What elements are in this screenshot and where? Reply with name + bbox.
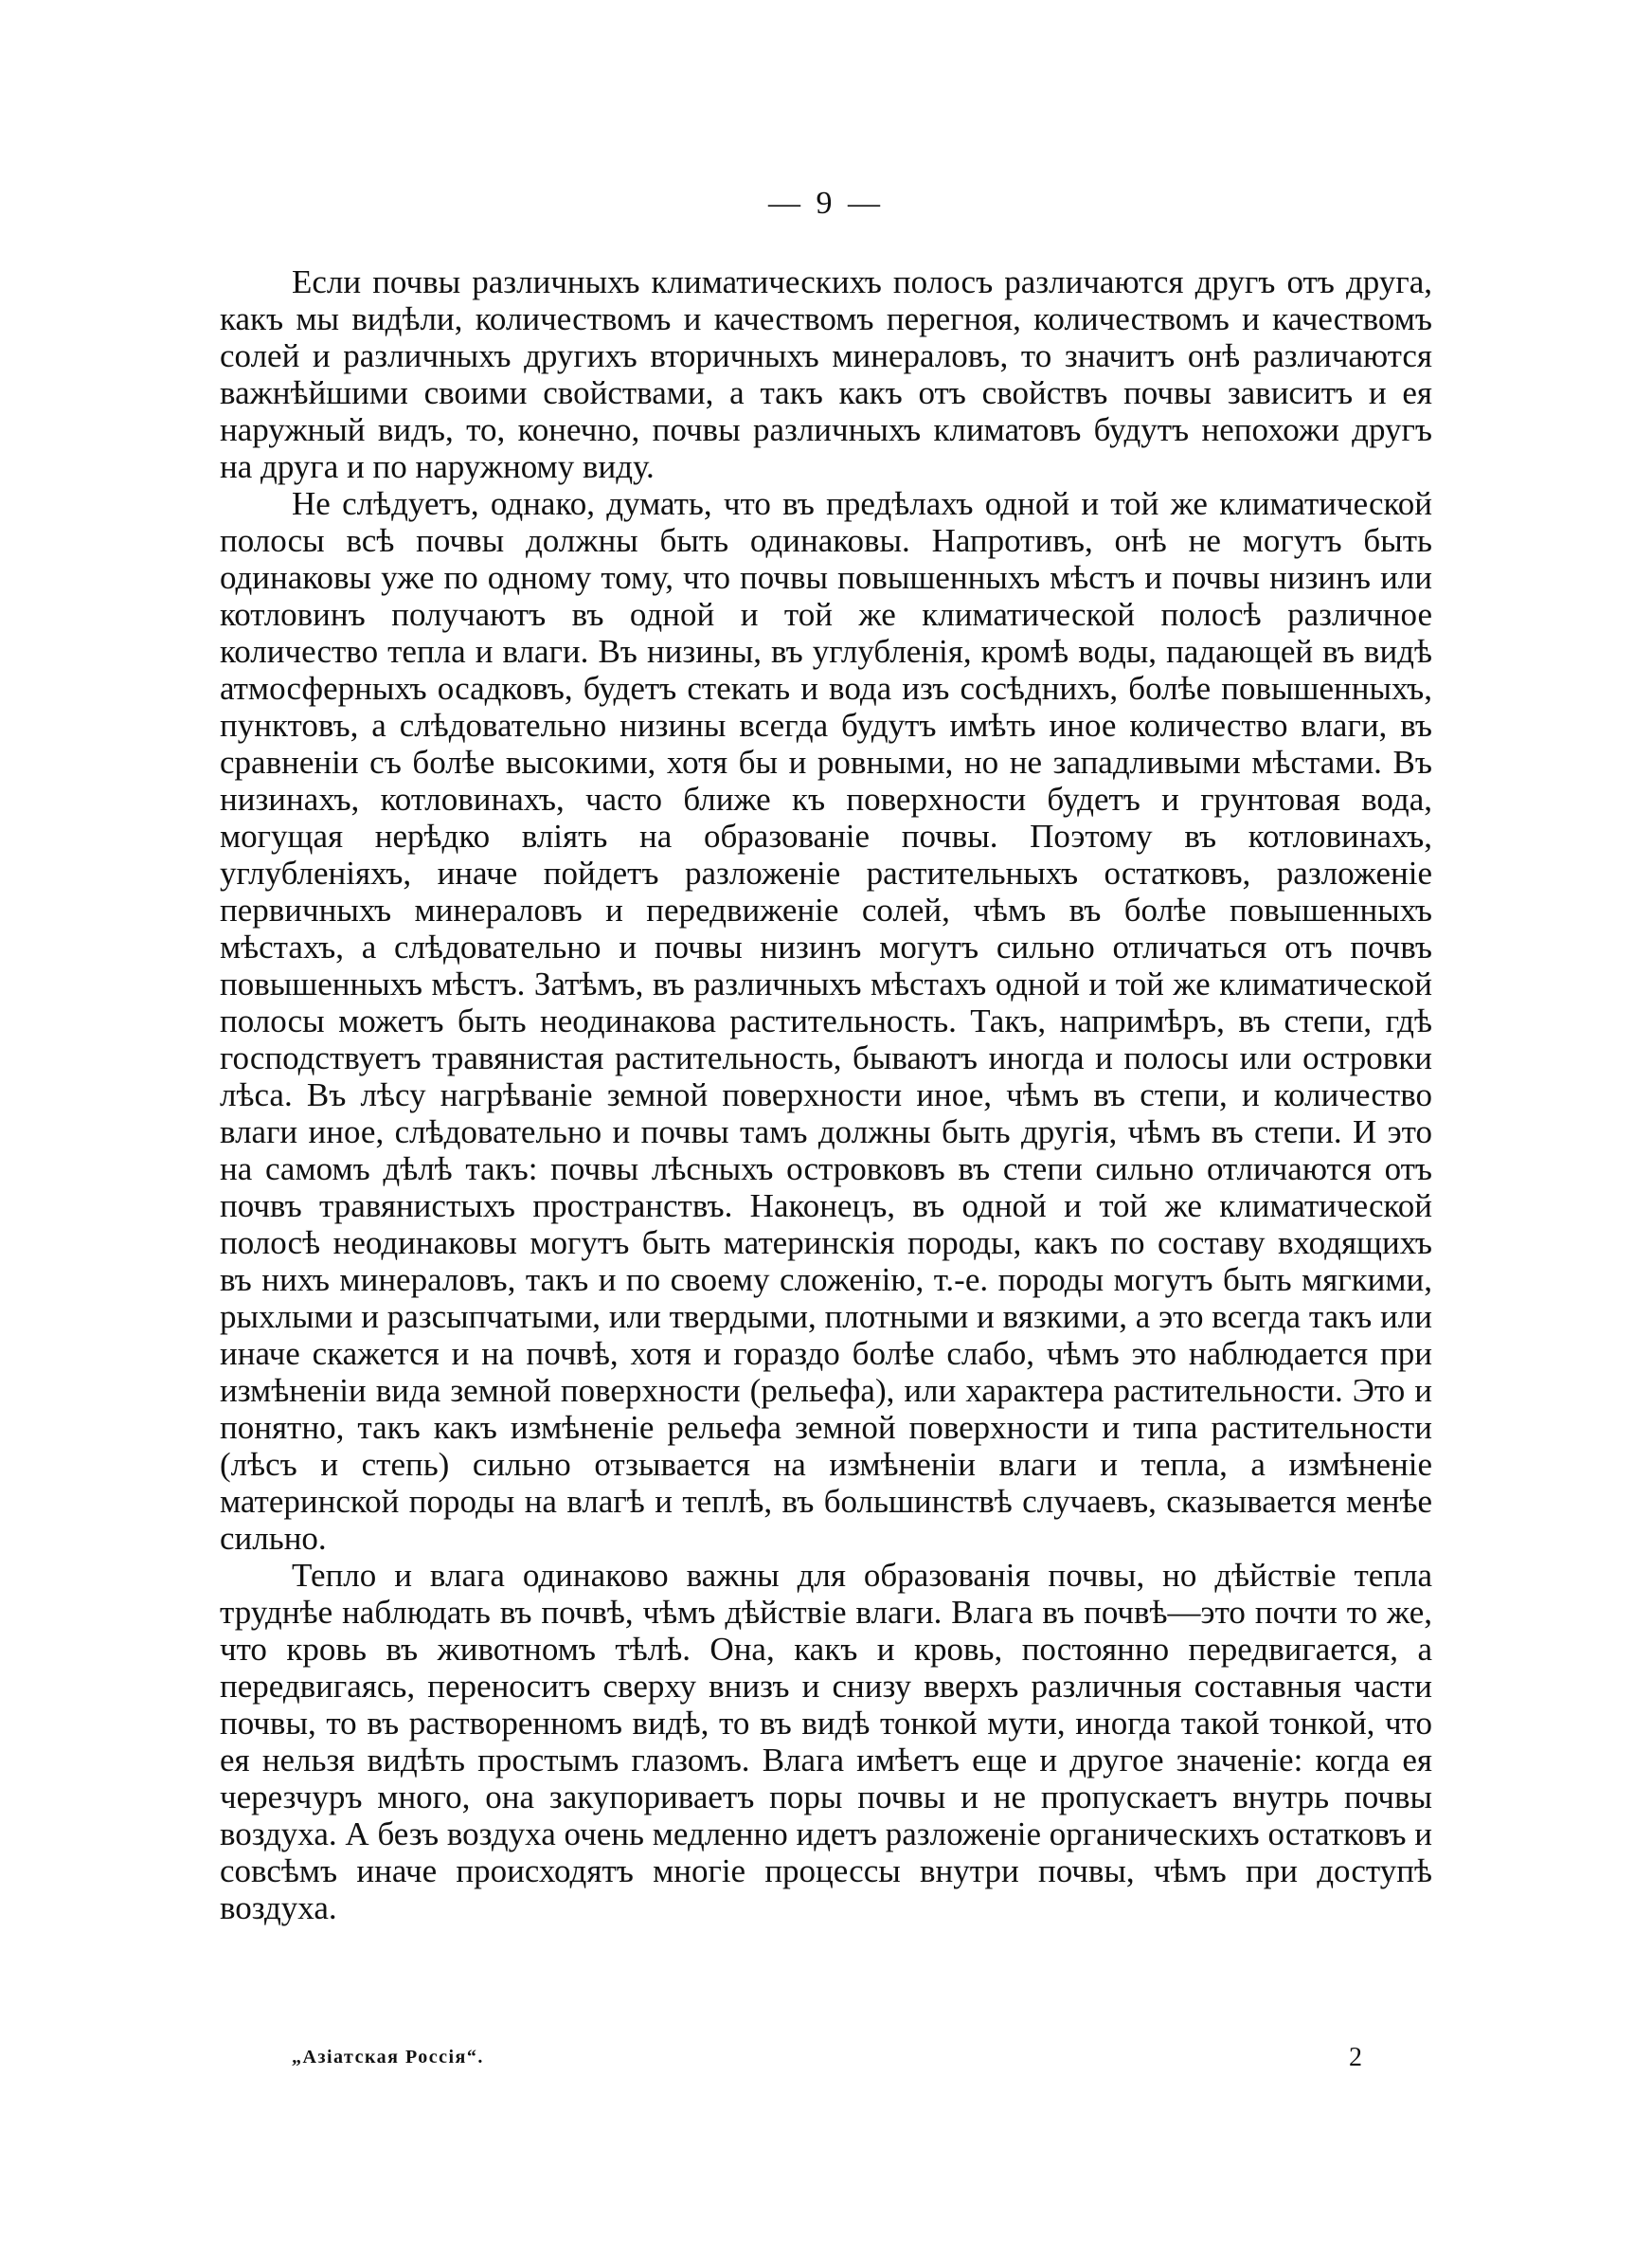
paragraph-1: Если почвы различныхъ климатическихъ полосъ различаются другъ отъ друга, какъ мы видѣли, количествомъ и качествомъ перегноя, количествомъ и качествомъ солей и различныхъ другихъ вторичныхъ минераловъ, то значитъ онѣ различаются важнѣйшими своими свойствами, а такъ какъ отъ свойствъ почвы зависитъ и ея наружный видъ, то, конечно, почвы различныхъ климатовъ будутъ непохожи другъ на друга и по наружному виду. bbox=[220, 263, 1432, 485]
book-title: „Азіатская Россія“. bbox=[292, 2047, 484, 2067]
paragraph-3: Тепло и влага одинаково важны для образованія почвы, но дѣйствіе тепла труднѣе наблюдать въ почвѣ, чѣмъ дѣйствіе влаги. Влага въ почвѣ—это почти то же, что кровь въ животномъ тѣлѣ. Она, какъ и кровь, постоянно передвигается, а передвигаясь, переноситъ сверху внизъ и снизу вверхъ различныя составныя части почвы, то въ растворенномъ видѣ, то въ видѣ тонкой мути, иногда такой тонкой, что ея нельзя видѣть простымъ глазомъ. Влага имѣетъ еще и другое значеніе: когда ея черезчуръ много, она закупориваетъ поры почвы и не пропускаетъ внутрь почвы воздуха. А безъ воздуха очень медленно идетъ разложеніе органическихъ остатковъ и совсѣмъ иначе происходятъ многіе процессы внутри почвы, чѣмъ при доступѣ воздуха. bbox=[220, 1557, 1432, 1926]
signature-mark: 2 bbox=[1349, 2043, 1362, 2072]
page-footer bbox=[292, 2043, 1362, 2075]
page-number: — 9 — bbox=[768, 186, 884, 221]
main-text bbox=[220, 263, 1432, 1926]
paragraph-2: Не слѣдуетъ, однако, думать, что въ предѣлахъ одной и той же климатической полосы всѣ почвы должны быть одинаковы. Напротивъ, онѣ не могутъ быть одинаковы уже по одному тому, что почвы повышенныхъ мѣстъ и почвы низинъ или котловинъ получаютъ въ одной и той же климатической полосѣ различное количество тепла и влаги. Въ низины, въ углубленія, кромѣ воды, падающей въ видѣ атмосферныхъ осадковъ, будетъ стекать и вода изъ сосѣднихъ, болѣе повышенныхъ, пунктовъ, а слѣдовательно низины всегда будутъ имѣть иное количество влаги, въ сравненіи съ болѣе высокими, хотя бы и ровными, но не западливыми мѣстами. Въ низинахъ, котловинахъ, часто ближе къ поверхности будетъ и грунтовая вода, могущая нерѣдко вліять на образованіе почвы. Поэтому въ котловинахъ, углубленіяхъ, иначе пойдетъ разложеніе растительныхъ остатковъ, разложеніе первичныхъ минераловъ и передвиженіе солей, чѣмъ въ болѣе повышенныхъ мѣстахъ, а слѣдовательно и почвы низинъ могутъ сильно отличаться отъ почвъ повышенныхъ мѣстъ. Затѣмъ, въ различныхъ мѣстахъ одной и той же климатической полосы можетъ быть неодинакова растительность. Такъ, напримѣръ, въ степи, гдѣ господствуетъ травянистая растительность, бываютъ иногда и полосы или островки лѣса. Въ лѣсу нагрѣваніе земной поверхности иное, чѣмъ въ степи, и количество влаги иное, слѣдовательно и почвы тамъ должны быть другія, чѣмъ въ степи. И это на самомъ дѣлѣ такъ: почвы лѣсныхъ островковъ въ степи сильно отличаются отъ почвъ травянистыхъ пространствъ. Наконецъ, въ одной и той же климатической полосѣ неодинаковы могутъ быть материнскія породы, какъ по составу входящихъ въ нихъ минераловъ, такъ и по своему сложенію, т.-е. породы могутъ быть мягкими, рыхлыми и разсыпчатыми, или твердыми, плотными и вязкими, а это всегда такъ или иначе скажется и на почвѣ, хотя и гораздо болѣе слабо, чѣмъ это наблюдается при измѣненіи вида земной поверхности (рельефа), или характера растительности. Это и понятно, такъ какъ измѣненіе рельефа земной поверхности и типа растительности (лѣсъ и степь) сильно отзывается на измѣненіи влаги и тепла, а измѣненіе материнской породы на влагѣ и теплѣ, въ большинствѣ случаевъ, сказывается менѣе сильно. bbox=[220, 485, 1432, 1557]
